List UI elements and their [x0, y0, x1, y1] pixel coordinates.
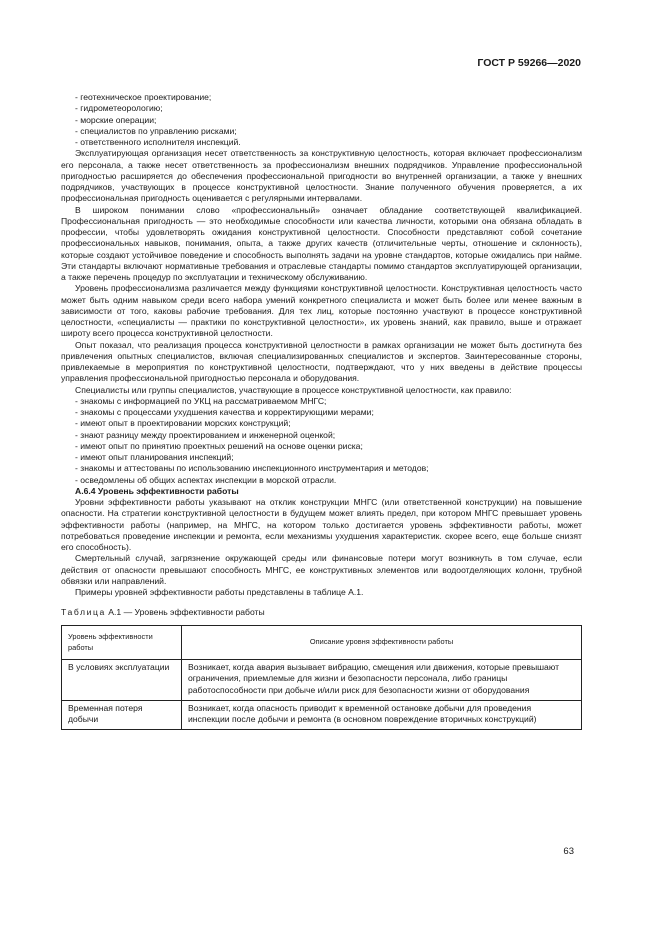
list-item: - знакомы с информацией по УКЦ на рассматриваемом МНГС;	[75, 395, 327, 406]
list-item: - гидрометеорологию;	[75, 103, 163, 114]
list-item: - ответственного исполнителя инспекций.	[75, 137, 241, 147]
section-heading: А.6.4 Уровень эффективности работы	[75, 485, 239, 496]
paragraph: Опыт показал, что реализация процесса конструктивной целостности в рамках организации не может быть достигнута без привлечения опытных специалистов, включая специализированных специалистов и экспертов. Заинтересованные стороны, привлекаемые в мероприятия по конструктивной целостности, подтверждают, что у них введены в действие процессы управления профессиональной пригодностью персонала и оборудования.	[61, 339, 582, 384]
table-row	[62, 660, 582, 701]
paragraph: Специалисты или группы специалистов, участвующие в процессе конструктивной целостности, как правило:	[75, 384, 512, 395]
table-caption-title: А.1 — Уровень эффективности работы	[105, 607, 265, 618]
table-cell-description: Возникает, когда авария вызывает вибрацию, смещения или движения, которые превышают ограничения, приемлемые для жизни и безопасности персонала, либо границы работоспособности при добыче и/или риск для безопасности жизни от оборудования	[182, 660, 582, 701]
paragraph: Смертельный случай, загрязнение окружающей среды или финансовые потери могут возникнуть в том случае, если действия от опасности превышают способность МНГС, ее конструктивных элементов или водоотделяющих колонн, трубной обвязки или направлений.	[61, 553, 582, 586]
paragraph: Примеры уровней эффективности работы представлены в таблице А.1.	[75, 587, 364, 597]
list-item: - имеют опыт в проектировании морских конструкций;	[75, 418, 291, 429]
list-item: - специалистов по управлению рисками;	[75, 125, 237, 136]
list-item: - морские операции;	[75, 114, 157, 125]
list-item: - знакомы с процессами ухудшения качества и корректирующими мерами;	[75, 407, 374, 417]
column-header-description: Описание уровня эффективности работы	[182, 625, 582, 660]
list-item: - знакомы и аттестованы по использованию инспекционного инструментария и методов;	[75, 463, 429, 474]
table-cell-level: В условиях эксплуатации	[62, 660, 182, 701]
list-item: - знают разницу между проектированием и инженерной оценкой;	[75, 429, 336, 440]
list-item: - геотехническое проектирование;	[75, 92, 212, 102]
document-code: ГОСТ Р 59266—2020	[477, 57, 581, 69]
table-cell-description: Возникает, когда опасность приводит к временной остановке добычи для проведения инспекции после добычи и ремонта (в основном повреждение вторичных конструкций)	[182, 700, 582, 730]
table-cell-level: Временная потеря добычи	[62, 700, 182, 730]
list-item: - осведомлены об общих аспектах инспекции в морской отрасли.	[75, 474, 337, 485]
list-item: - имеют опыт планирования инспекций;	[75, 452, 234, 462]
table-caption	[61, 607, 582, 618]
paragraph: Уровень профессионализма различается между функциями конструктивной целостности. Конструктивная целостность часто может быть одним навыком среди всего набора умений конкретного специалиста и может быть более или менее важным в зависимости от того, каковы рабочие требования. Для тех лиц, которые постоянно участвуют в процессе конструктивной целостности, «специалисты — практики по конструктивной целостности», их уровень знаний, как правило, выше и отражает широту всего процесса конструктивной целостности.	[61, 283, 582, 339]
table-caption-label: Таблица	[61, 607, 106, 618]
list-item: - имеют опыт по принятию проектных решений на основе оценки риска;	[75, 440, 363, 451]
page-body	[61, 92, 582, 730]
table-header-row	[62, 625, 582, 660]
table-row	[62, 700, 582, 730]
column-header-level: Уровень эффективности работы	[62, 625, 182, 660]
paragraph: Эксплуатирующая организация несет ответственность за конструктивную целостность, которая включает профессионализм его персонала, а также несет ответственность за профессионализм внешних подрядчиков. Управление профессиональной пригодностью расширяется до обеспечения профессиональной пригодности во внутренней организации, а также у внешних подрядчиков, участвующих в процессе конструктивной целостности. Знание полученного обучения проверяется, а их профессиональная пригодность оценивается с регулярными интервалами.	[61, 148, 582, 204]
page-number: 63	[563, 846, 574, 857]
performance-levels-table	[61, 625, 582, 731]
bullet-list-competences	[61, 396, 582, 486]
paragraph: Уровни эффективности работы указывают на отклик конструкции МНГС (или ответственной конструкции) на повышение опасности. На стратегии конструктивной целостности в будущем может влиять предел, при котором МНГС превышает уровень эффективности работы (например, на МНГС, на котором только достигается уровень эффективности работы, может потребоваться проведение инспекции и ремонта, если механизмы ухудшения характеристик. скорее всего, еще больше снизят его способность).	[61, 497, 582, 552]
bullet-list-specialists	[61, 92, 582, 148]
paragraph: В широком понимании слово «профессиональный» означает обладание соответствующей квалификацией. Профессиональная пригодность — это необходимые способности или качества личности, которыми она обязана обладать в профессии, чтобы удовлетворять ожидания конструктивной целостности. Способности представляют собой сочетание профессиональных навыков, понимания, опыта, а также других качеств (отличительные черты, отношение и склонность), которые создают устойчивое поведение и способность выполнять задачи на уровне стандартов, которые ожидались при найме. Эти стандарты включают нормативные требования и отраслевые стандарты помимо стандартов эксплуатирующей организации, а также перечень процедур по эксплуатации и техническому обслуживанию.	[61, 204, 582, 282]
